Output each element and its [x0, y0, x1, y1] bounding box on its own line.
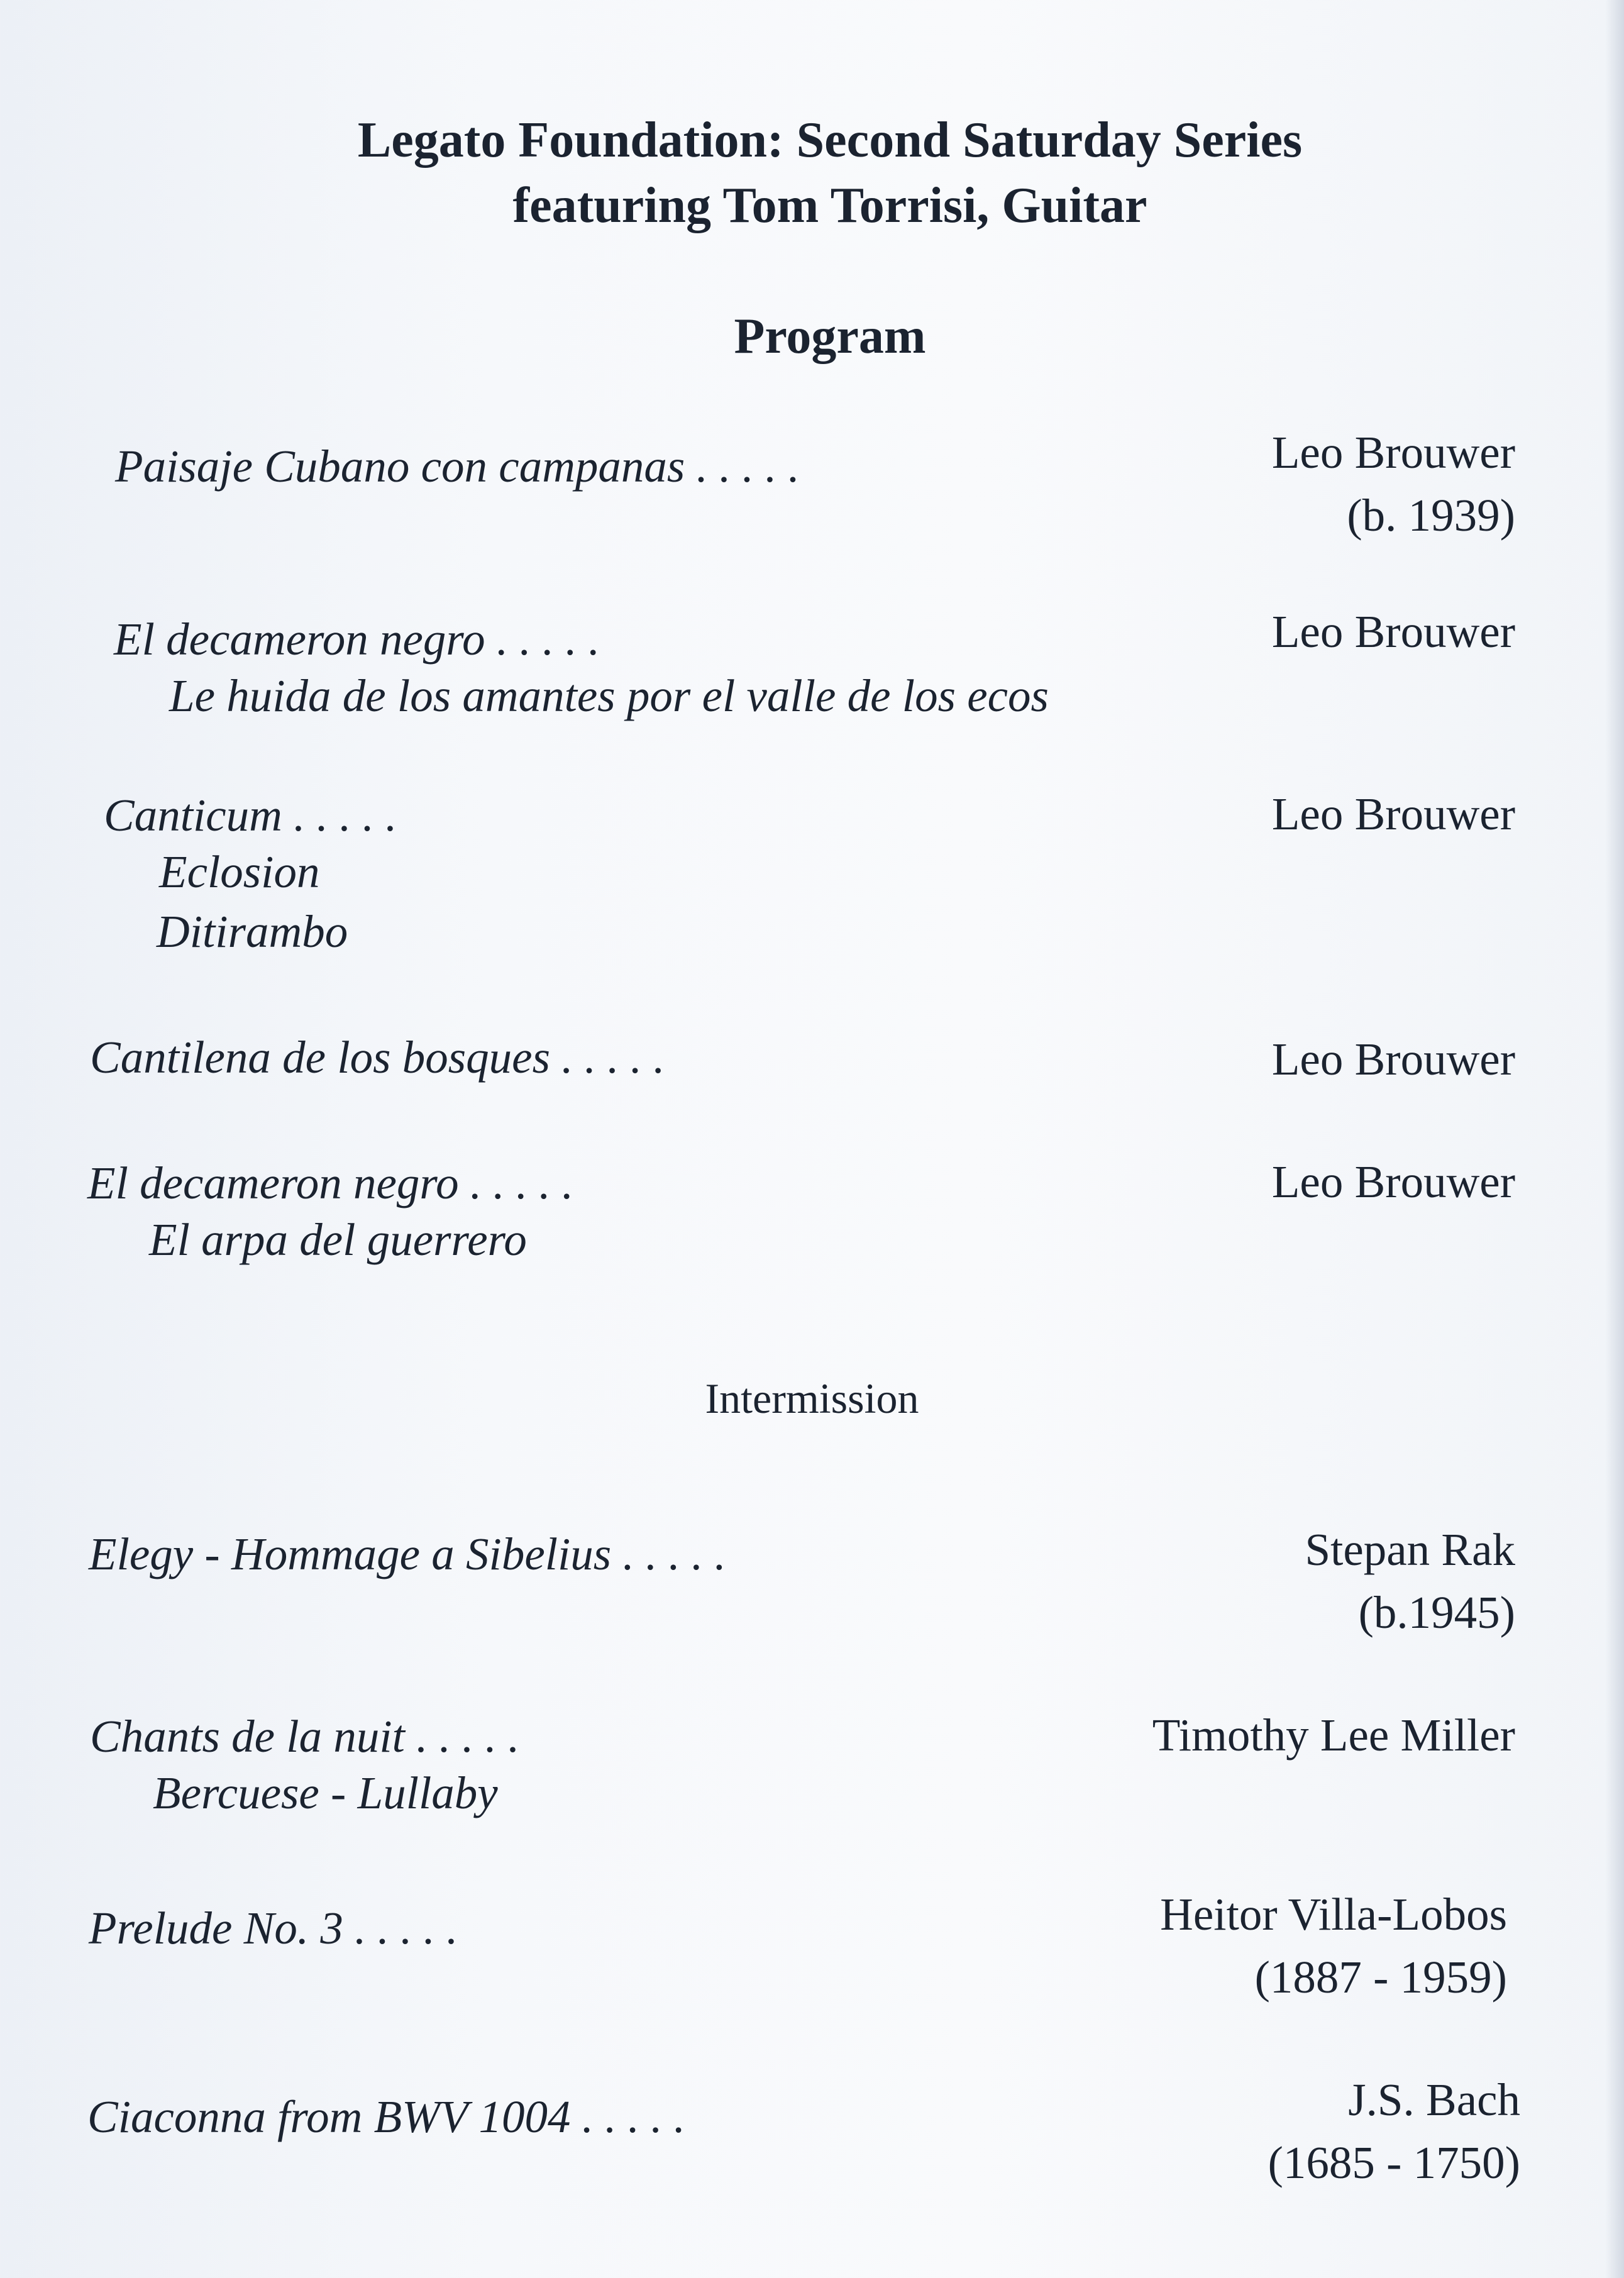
movement-title: Eclosion — [159, 846, 320, 897]
composer-block — [1272, 600, 1515, 663]
composer-dates: (1887 - 1959) — [1254, 1952, 1507, 2003]
program-item-title: El decameron negro . . . . . Le huida de los amantes por el valle de los ecos — [114, 613, 1049, 726]
composer-block — [1268, 2069, 1520, 2194]
composer-block — [1272, 1028, 1515, 1091]
program-item-title: Canticum . . . . . Eclosion Ditirambo — [104, 789, 397, 961]
composer-block — [1272, 421, 1515, 547]
movement-title: El arpa del guerrero — [149, 1214, 527, 1265]
composer-name: Leo Brouwer — [1271, 427, 1515, 478]
composer-block — [1160, 1883, 1507, 2009]
composer-dates: (b.1945) — [1358, 1587, 1515, 1638]
program-item-title: El decameron negro . . . . . El arpa del guerrero — [87, 1157, 573, 1269]
composer-name: Heitor Villa-Lobos — [1160, 1889, 1507, 1940]
composer-block — [1272, 783, 1515, 846]
program-item-title: Cantilena de los bosques . . . . . — [90, 1032, 665, 1083]
composer-dates: (1685 - 1750) — [1268, 2137, 1520, 2188]
composer-name: J.S. Bach — [1348, 2074, 1520, 2125]
movement-title: Bercuese - Lullaby — [153, 1767, 498, 1818]
program-item-title: Prelude No. 3 . . . . . — [89, 1903, 458, 1954]
movement-title: Ditirambo — [157, 906, 348, 957]
composer-block — [1272, 1151, 1515, 1214]
composer-dates: (b. 1939) — [1347, 490, 1515, 541]
composer-name: Timothy Lee Miller — [1152, 1710, 1515, 1761]
program-item-title: Elegy - Hommage a Sibelius . . . . . — [89, 1529, 726, 1579]
composer-name: Leo Brouwer — [1271, 788, 1515, 839]
program-title: Legato Foundation: Second Saturday Series — [357, 113, 1303, 168]
composer-block — [1305, 1518, 1515, 1644]
movement-title: Le huida de los amantes por el valle de los ecos — [169, 670, 1049, 721]
program-item-title: Paisaje Cubano con campanas . . . . . — [115, 441, 800, 492]
composer-name: Leo Brouwer — [1271, 1156, 1515, 1207]
composer-name: Stepan Rak — [1305, 1524, 1515, 1575]
composer-block — [1152, 1704, 1515, 1767]
program-heading: Program — [734, 309, 926, 364]
program-item-title: Ciaconna from BWV 1004 . . . . . — [87, 2091, 685, 2142]
intermission-label: Intermission — [705, 1374, 919, 1422]
program-item-title: Chants de la nuit . . . . . Bercuese - Lullaby — [90, 1710, 519, 1823]
composer-name: Leo Brouwer — [1271, 1034, 1515, 1085]
composer-name: Leo Brouwer — [1271, 606, 1515, 657]
program-subtitle: featuring Tom Torrisi, Guitar — [512, 178, 1147, 233]
